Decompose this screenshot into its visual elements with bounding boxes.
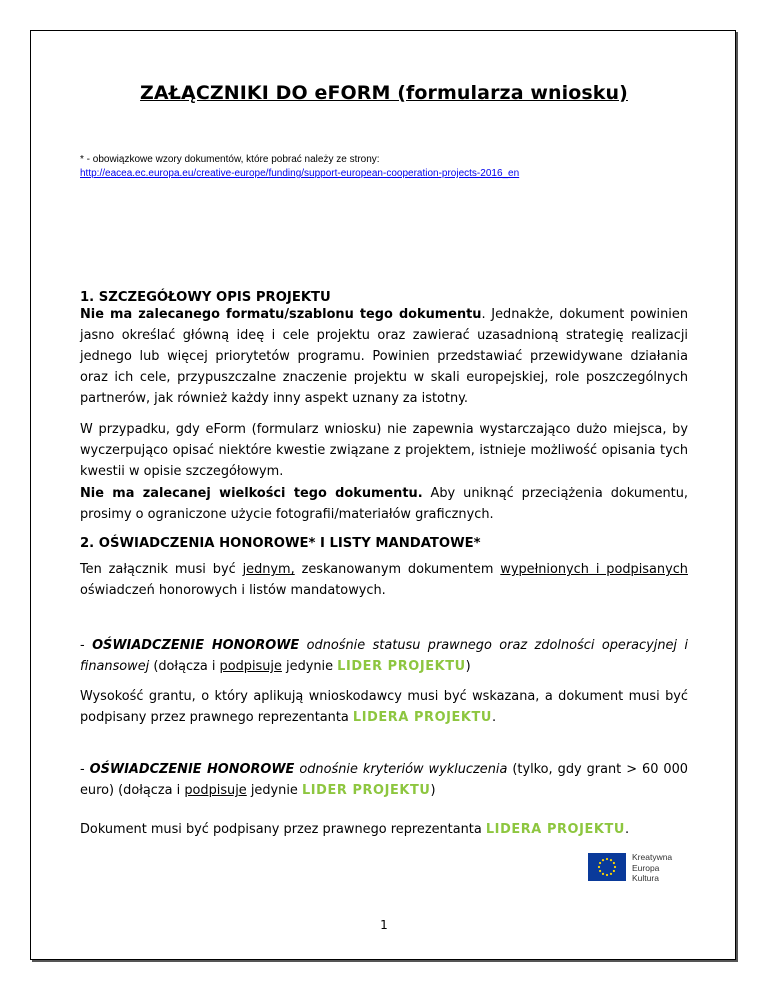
section1-p3-rest: Aby uniknąć przeciążenia dokumentu, prosimy o ograniczone użycie fotografii/materiałów graficznych. [80,486,688,522]
note-text: * - obowiązkowe wzory dokumentów, które pobrać należy ze strony: [80,154,380,165]
item2-paragraph-lider: LIDERA PROJEKTU [485,822,625,837]
declaration-item2 [80,759,688,801]
item2-text-b: jedynie [246,783,302,798]
item1-paragraph-lider: LIDERA PROJEKTU [352,710,492,725]
item1-text-b: jedynie [281,659,338,674]
item2-dash: - [80,762,90,777]
section2-paragraph1 [80,559,688,601]
item1-text-c: ) [465,659,471,674]
section2-heading: 2. OŚWIADCZENIA HONOROWE* I LISTY MANDATOWE* [80,536,481,551]
declaration-item2-paragraph [80,819,688,840]
section1-paragraph2: W przypadku, gdy eForm (formularz wniosku) nie zapewnia wystarczająco dużo miejsca, by wyczerpująco opisać niektóre kwestie związane z projektem, istnieje możliwość opisania tych kwestii w opisie szczegółowym. [80,422,688,479]
item1-paragraph-text: Wysokość grantu, o który aplikują wnioskodawcy musi być wskazana, a dokument musi być podpisany przez prawnego reprezentanta [80,689,688,725]
logo-line2: Europa [632,862,660,873]
section1-p1-bold: Nie ma zalecanego formatu/szablonu tego dokumentu [80,307,482,322]
section2-p1-text-c: oświadczeń honorowych i listów mandatowych. [80,583,386,598]
declaration-item1-paragraph [80,686,688,728]
section1-paragraph3 [80,483,688,525]
item1-underline: podpisuje [219,659,282,674]
section1-heading: 1. SZCZEGÓŁOWY OPIS PROJEKTU [80,290,331,305]
item2-paragraph-text: Dokument musi być podpisany przez prawnego reprezentanta [80,822,486,837]
item1-dash: - [80,638,93,653]
item2-underline: podpisuje [184,783,247,798]
item2-text-a: (tylko, gdy grant > 60 000 euro) (dołącza i [80,762,688,798]
eu-flag-icon [588,853,626,881]
section2-p1-underline2: wypełnionych i podpisanych [500,562,688,577]
item1-italic: odnośnie statusu prawnego oraz zdolności operacyjnej i finansowej [80,638,689,674]
section1-p3-bold: Nie ma zalecanej wielkości tego dokumentu. [80,486,423,501]
item1-text-a: (dołącza i [149,659,220,674]
section1-p1-rest: . Jednakże, dokument powinien jasno określać główną ideę i cele projektu oraz zawierać uzasadnioną strategię realizacji jednego lub więcej priorytetów programu. Powinien przedstawiać przewidywane działania oraz ich cele, przypuszczalne znaczenie projektu w skali europejskiej, role poszczególnych partnerów, jak również każdy inny aspekt uznany za istotny. [80,307,688,406]
logo-line3: Kultura [632,873,659,883]
item2-lider: LIDER PROJEKTU [301,783,431,798]
creative-europe-logo [632,852,672,884]
item1-lider: LIDER PROJEKTU [337,659,466,674]
page-title: ZAŁĄCZNIKI DO eFORM (formularza wniosku) [140,82,628,104]
item2-text-c: ) [430,783,436,798]
item2-paragraph-end: . [624,822,630,837]
templates-note [80,153,519,181]
section2-p1-text-b: zeskanowanym dokumentem [294,562,501,577]
section1-paragraph1 [80,304,688,409]
item2-italic: odnośnie kryteriów wykluczenia [294,762,508,777]
declaration-item1 [80,635,688,677]
item2-bold: OŚWIADCZENIE HONOROWE [89,762,295,777]
logo-line1: Kreatywna [632,852,673,862]
section2-p1-text-a: Ten załącznik musi być [80,562,243,577]
page-number: 1 [380,918,388,932]
item1-bold: OŚWIADCZENIE HONOROWE [92,638,300,653]
section2-p1-underline1: jednym, [242,562,295,577]
templates-link[interactable]: http://eacea.ec.europa.eu/creative-europe/funding/support-european-cooperation-projects-2016_en [80,168,520,179]
item1-paragraph-end: . [491,710,497,725]
